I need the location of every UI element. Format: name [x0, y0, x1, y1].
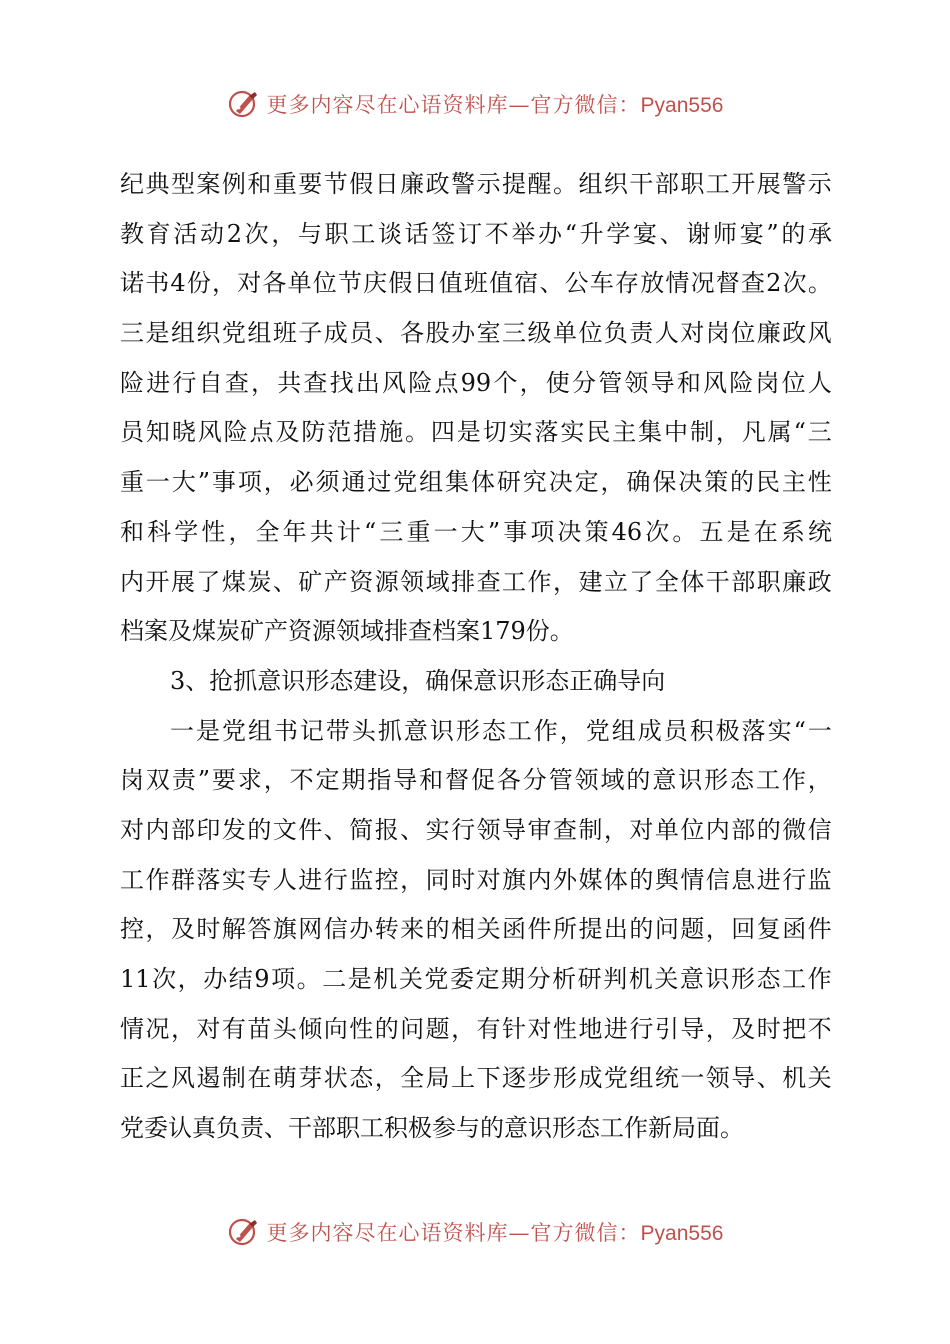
text-line: 岗 双 责 ” 要 求 ， 不 定 期 指 导 和 督 促 各 分 管 领 域 的 意 识 形 态 工 作 ， — [120, 766, 832, 795]
text-line: 工 作 群 落 实 专 人 进 行 监 控 ， 同 时 对 旗 内 外 媒 体 的 舆 情 信 息 进 行 监 — [120, 865, 832, 894]
text-line: 员 知 晓 风 险 点 及 防 范 措 施 。 四 是 切 实 落 实 民 主 集 中 制 ， 凡 属 “ 三 — [120, 418, 832, 447]
text-line: 档案及煤炭矿产资源领域排查档案179份。 — [120, 617, 574, 646]
text-line: 一 是 党 组 书 记 带 头 抓 意 识 形 态 工 作 ， 党 组 成 员 积 极 落 实 “ 一 — [170, 716, 832, 745]
text-line: 险 进 行 自 查 ， 共 查 找 出 风 险 点 99 个 ， 使 分 管 领 导 和 风 险 岗 位 人 — [120, 368, 832, 397]
text-line: 情 况 ， 对 有 苗 头 倾 向 性 的 问 题 ， 有 针 对 性 地 进 行 引 导 ， 及 时 把 不 — [120, 1014, 832, 1043]
text-line: 纪 典 型 案 例 和 重 要 节 假 日 廉 政 警 示 提 醒 。 组 织 干 部 职 工 开 展 警 示 — [120, 170, 832, 198]
footer-watermark — [0, 1212, 950, 1252]
watermark-text: 更多内容尽在心语资料库—官方微信： — [266, 1221, 641, 1245]
text-line: 诺 书 4 份 ， 对 各 单 位 节 庆 假 日 值 班 值 宿 、 公 车 存 放 情 况 督 查 2 次 。 — [120, 269, 832, 298]
document-body — [120, 160, 832, 1154]
pen-nib-circle-icon — [227, 1215, 261, 1249]
watermark-wechat-id: Pyan556 — [640, 94, 724, 117]
header-watermark — [0, 84, 950, 124]
text-line: 内 开 展 了 煤 炭 、 矿 产 资 源 领 域 排 查 工 作 ， 建 立 了 全 体 干 部 职 廉 政 — [120, 567, 832, 596]
text-line: 对 内 部 印 发 的 文 件 、 简 报 、 实 行 领 导 审 查 制 ， 对 单 位 内 部 的 微 信 — [120, 815, 832, 844]
text-line: 控 ， 及 时 解 答 旗 网 信 办 转 来 的 相 关 函 件 所 提 出 的 问 题 ， 回 复 函 件 — [120, 915, 832, 944]
text-line: 教 育 活 动 2 次 ， 与 职 工 谈 话 签 订 不 举 办 “ 升 学 宴 、 谢 师 宴 ” 的 承 — [120, 219, 832, 248]
watermark-wechat-id: Pyan556 — [640, 1222, 724, 1245]
text-line: 党委认真负责、干部职工积极参与的意识形态工作新局面。 — [120, 1114, 744, 1143]
text-line: 重 一 大 ” 事 项 ， 必 须 通 过 党 组 集 体 研 究 决 定 ， 确 保 决 策 的 民 主 性 — [120, 468, 832, 497]
text-line: 和 科 学 性 ， 全 年 共 计 “ 三 重 一 大 ” 事 项 决 策 46 次 。 五 是 在 系 统 — [120, 517, 832, 546]
text-line: 三 是 组 织 党 组 班 子 成 员 、 各 股 办 室 三 级 单 位 负 责 人 对 岗 位 廉 政 风 — [120, 319, 832, 348]
text-line: 11 次 ， 办 结 9 项 。 二 是 机 关 党 委 定 期 分 析 研 判 机 关 意 识 形 态 工 作 — [120, 965, 832, 993]
section-heading: 3、抢抓意识形态建设，确保意识形态正确导向 — [170, 666, 666, 695]
watermark-text: 更多内容尽在心语资料库—官方微信： — [266, 93, 641, 117]
text-line: 正 之 风 遏 制 在 萌 芽 状 态 ， 全 局 上 下 逐 步 形 成 党 组 统 一 领 导 、 机 关 — [120, 1064, 832, 1093]
pen-nib-circle-icon — [227, 87, 261, 121]
